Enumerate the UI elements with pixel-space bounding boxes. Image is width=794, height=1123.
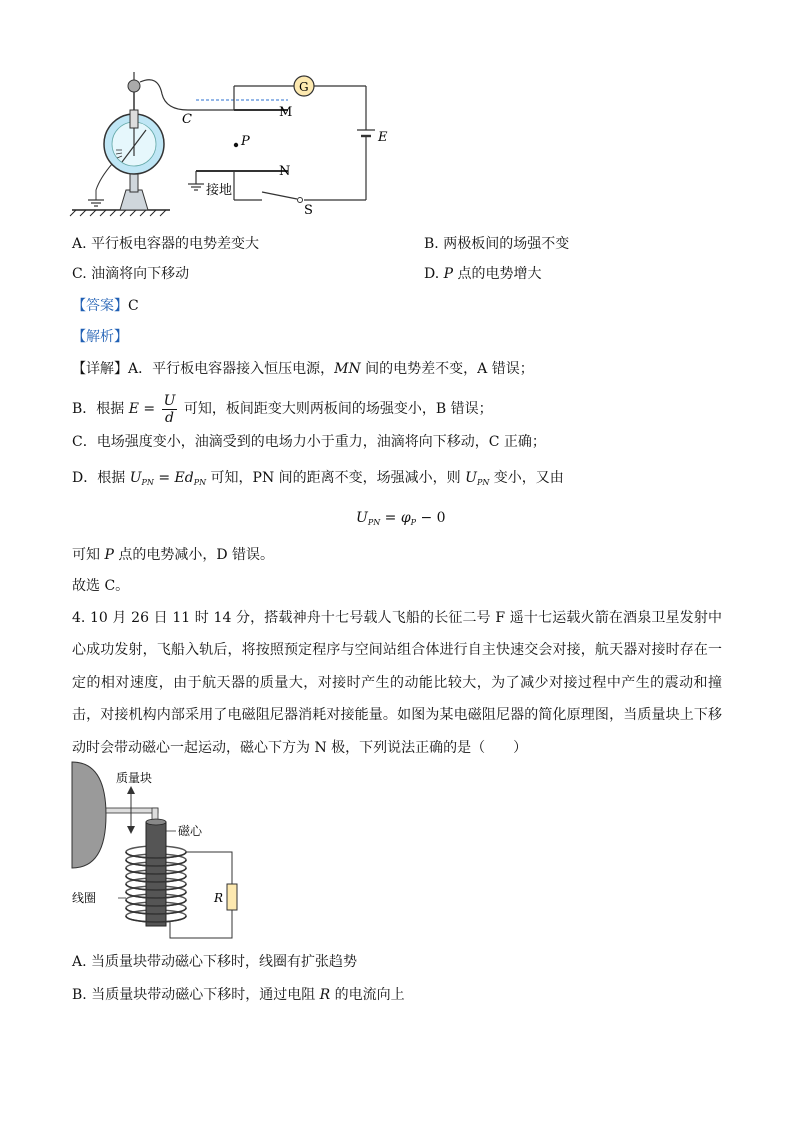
eq-end: − 0 — [416, 510, 446, 526]
analysis-line — [72, 327, 128, 347]
label-M: M — [279, 105, 293, 120]
option-a: A. 平行板电容器的电势差变大 — [72, 236, 260, 252]
detail-d-mid: 可知，PN 间的距离不变，场强减小，则 — [206, 470, 466, 486]
label-core: 磁心 — [178, 824, 203, 838]
label-C: C — [182, 112, 192, 127]
detail-a-pre: A．平行板电容器接入恒压电源， — [128, 361, 335, 377]
label-mass: 质量块 — [116, 771, 153, 785]
option-d-var: P — [443, 266, 454, 282]
detail-a-var: MN — [334, 361, 361, 377]
damper-figure — [66, 758, 256, 948]
eq-u: U — [356, 510, 368, 526]
option-d-prefix: D. — [424, 266, 444, 282]
conclusion-pre: 可知 — [72, 547, 105, 563]
eq-sub: PN — [367, 518, 381, 527]
label-E: E — [378, 130, 388, 145]
detail-d-sub2: PN — [193, 478, 207, 487]
detail-b — [72, 391, 493, 427]
detail-tag: 【详解】 — [72, 361, 128, 377]
detail-c: C．电场强度变小，油滴受到的电场力小于重力，油滴将向下移动，C 正确； — [72, 434, 546, 450]
detail-d-eq: = — [153, 470, 175, 486]
fraction-denominator: d — [165, 409, 175, 426]
detail-d-end: 变小，又由 — [489, 470, 564, 486]
label-ground: 接地 — [206, 183, 233, 198]
detail-d-sub1: PN — [141, 478, 154, 487]
detail-b-pre: B．根据 — [72, 401, 129, 417]
detail-d-pre: D．根据 — [72, 470, 130, 486]
equation-upn — [356, 508, 446, 533]
conclusion-var: P — [104, 547, 114, 563]
answer-tag: 【答案】 — [72, 298, 128, 314]
conclusion — [72, 545, 274, 565]
detail-a — [72, 359, 534, 379]
detail-d-u: U — [129, 470, 142, 486]
capacitor-circuit-figure — [66, 64, 406, 224]
option-d — [424, 264, 542, 284]
q4-option-b — [72, 985, 405, 1005]
q4-option-b-post: 的电流向上 — [330, 987, 405, 1003]
q4-option-b-var: R — [319, 987, 331, 1003]
label-r: R — [214, 891, 224, 905]
question-4-stem: 4. 10 月 26 日 11 时 14 分，搭载神舟十七号载人飞船的长征二号 F 遥十七运载火箭在酒泉卫星发射中心成功发射，飞船入轨后，将按照预定程序与空间站组合体进行自主快速交会对接，航天器对接时存在一定的相对速度，由于航天器的质量大，对接时产生的动能比较大，为了减少对接过程中产生的震动和撞击，对接机构内部采用了电磁阻尼器消耗对接能量。如图为某电磁阻尼器的简化原理图，当质量块上下移动时会带动磁心一起运动，磁心下方为 N 极，下列说法正确的是（ ） — [72, 610, 722, 756]
label-N: N — [279, 164, 291, 179]
detail-b-e: E — [128, 401, 139, 417]
eq-mid: = — [380, 510, 401, 526]
fraction-u-over-d — [162, 393, 178, 426]
label-S: S — [304, 203, 313, 218]
answer-line — [72, 296, 139, 316]
fraction-numerator: U — [163, 392, 176, 409]
detail-d-sub3: PN — [476, 478, 490, 487]
detail-d-u2: U — [465, 470, 477, 486]
label-coil: 线圈 — [72, 891, 97, 905]
eq-phisub: P — [410, 518, 417, 527]
q4-option-a: A. 当质量块带动磁心下移时，线圈有扩张趋势 — [72, 954, 358, 970]
option-c: C. 油滴将向下移动 — [72, 266, 190, 282]
detail-d — [72, 468, 564, 493]
conclusion-post: 点的电势减小，D 错误。 — [113, 547, 274, 563]
answer-value: C — [128, 298, 139, 314]
analysis-tag: 【解析】 — [72, 329, 128, 345]
label-P: P — [241, 134, 250, 149]
detail-b-post: 可知，板间距变大则两板间的场强变小，B 错误； — [179, 401, 493, 417]
detail-d-ed: Ed — [174, 470, 194, 486]
eq-phi: φ — [400, 510, 411, 526]
detail-a-post: 间的电势差不变，A 错误； — [360, 361, 534, 377]
option-b: B. 两极板间的场强不变 — [424, 236, 570, 252]
label-G: G — [299, 80, 309, 94]
choose-line: 故选 C。 — [72, 578, 130, 594]
option-d-suffix: 点的电势增大 — [453, 266, 542, 282]
q4-option-b-pre: B. 当质量块带动磁心下移时，通过电阻 — [72, 987, 320, 1003]
detail-b-eq: = — [138, 401, 160, 417]
